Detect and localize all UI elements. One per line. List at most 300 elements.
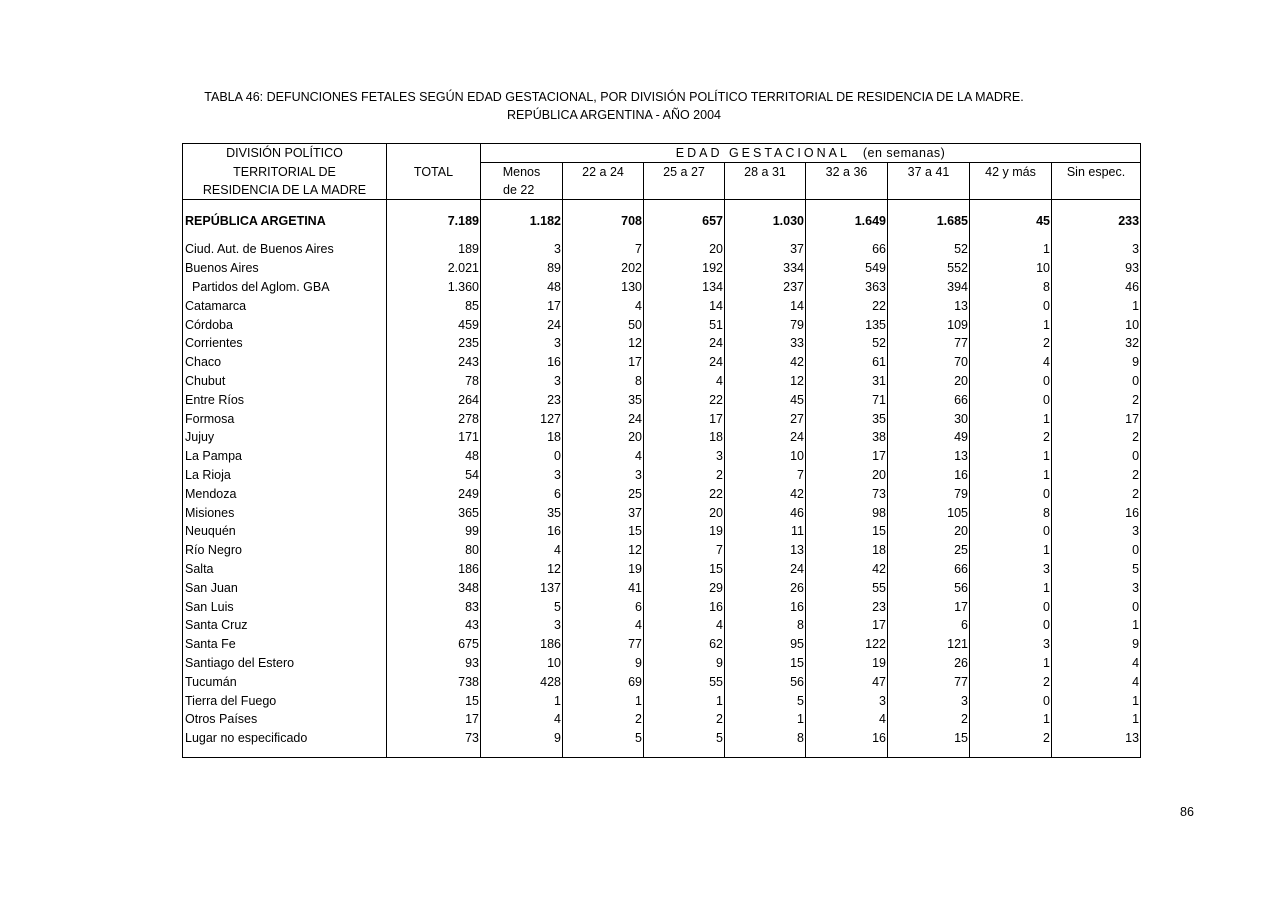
- row-value: 17: [806, 616, 888, 635]
- row-name: Chaco: [185, 355, 222, 370]
- row-value: 16: [481, 522, 563, 541]
- spacer-cell: [481, 200, 563, 211]
- row-value: 15: [563, 522, 644, 541]
- row-value: 18: [644, 428, 725, 447]
- row-name: Mendoza: [185, 486, 237, 501]
- row-name: San Juan: [185, 580, 238, 595]
- table-row: [183, 259, 1141, 278]
- row-value: 20: [888, 372, 970, 391]
- table-row: [183, 691, 1141, 710]
- row-name: La Pampa: [185, 449, 242, 464]
- row-value: 10: [481, 654, 563, 673]
- header-division-line2: TERRITORIAL DE: [233, 164, 336, 179]
- row-name: Salta: [185, 561, 214, 576]
- spacer-cell: [970, 200, 1052, 211]
- row-value: 99: [387, 522, 481, 541]
- row-name: Ciud. Aut. de Buenos Aires: [185, 242, 334, 257]
- row-value: 4: [806, 710, 888, 729]
- row-value: 1: [563, 691, 644, 710]
- row-value: 0: [1052, 541, 1141, 560]
- row-value: 19: [563, 560, 644, 579]
- spacer-cell: [563, 232, 644, 240]
- row-value: 0: [970, 691, 1052, 710]
- row-value: 1: [725, 710, 806, 729]
- row-name: Jujuy: [185, 430, 215, 445]
- row-value: 24: [725, 560, 806, 579]
- row-value: 13: [725, 541, 806, 560]
- row-value: 1: [970, 710, 1052, 729]
- row-value: 50: [563, 315, 644, 334]
- row-value: 71: [806, 390, 888, 409]
- row-value: 552: [888, 259, 970, 278]
- row-value: 4: [563, 296, 644, 315]
- row-value: 73: [387, 729, 481, 748]
- row-value: 0: [481, 447, 563, 466]
- spacer-cell: [970, 232, 1052, 240]
- row-value: 77: [563, 635, 644, 654]
- row-value: 38: [806, 428, 888, 447]
- row-value: 9: [1052, 635, 1141, 654]
- spacer-cell: [387, 200, 481, 211]
- row-value: 233: [1052, 210, 1141, 232]
- row-value: 9: [563, 654, 644, 673]
- row-value: 122: [806, 635, 888, 654]
- row-value: 9: [644, 654, 725, 673]
- table-row: [183, 522, 1141, 541]
- row-value: 89: [481, 259, 563, 278]
- row-value: 30: [888, 409, 970, 428]
- row-value: 5: [725, 691, 806, 710]
- table-row: [183, 503, 1141, 522]
- row-value: 394: [888, 278, 970, 297]
- row-value: 2: [970, 729, 1052, 748]
- row-value: 54: [387, 466, 481, 485]
- row-value: 17: [481, 296, 563, 315]
- row-name: Santa Cruz: [185, 618, 248, 633]
- row-value: 1: [970, 466, 1052, 485]
- row-value: 2: [1052, 466, 1141, 485]
- header-blank: [806, 181, 888, 200]
- row-value: 365: [387, 503, 481, 522]
- table-row: [183, 597, 1141, 616]
- row-name: Tucumán: [185, 674, 237, 689]
- total-row: [183, 210, 1141, 232]
- row-value: 4: [481, 710, 563, 729]
- row-value: 3: [644, 447, 725, 466]
- row-name: La Rioja: [185, 467, 231, 482]
- table-row: [183, 578, 1141, 597]
- row-value: 237: [725, 278, 806, 297]
- row-value: 3: [888, 691, 970, 710]
- row-value: 0: [970, 616, 1052, 635]
- row-value: 3: [970, 635, 1052, 654]
- row-value: 18: [481, 428, 563, 447]
- table-row: [183, 466, 1141, 485]
- row-name: Tierra del Fuego: [185, 693, 277, 708]
- header-blank: [725, 181, 806, 200]
- row-value: 2: [1052, 390, 1141, 409]
- row-value: 4: [644, 372, 725, 391]
- row-value: 85: [387, 296, 481, 315]
- spacer-cell: [1052, 748, 1141, 758]
- row-value: 42: [806, 560, 888, 579]
- row-value: 8: [970, 278, 1052, 297]
- row-value: 2: [1052, 428, 1141, 447]
- row-value: 66: [888, 390, 970, 409]
- row-value: 10: [725, 447, 806, 466]
- header-division-line3: RESIDENCIA DE LA MADRE: [183, 181, 387, 200]
- spacer-row: [183, 200, 1141, 211]
- row-value: 1: [481, 691, 563, 710]
- table-row: [183, 353, 1141, 372]
- row-value: 6: [481, 484, 563, 503]
- row-value: 7: [725, 466, 806, 485]
- row-value: 3: [970, 560, 1052, 579]
- row-value: 4: [563, 447, 644, 466]
- row-value: 9: [1052, 353, 1141, 372]
- row-value: 0: [970, 484, 1052, 503]
- row-value: 428: [481, 672, 563, 691]
- row-value: 8: [725, 729, 806, 748]
- row-value: 66: [888, 560, 970, 579]
- row-value: 3: [481, 240, 563, 259]
- row-value: 25: [888, 541, 970, 560]
- table-row: [183, 428, 1141, 447]
- row-name: Partidos del Aglom. GBA: [192, 279, 330, 294]
- row-name: REPÚBLICA ARGETINA: [185, 214, 326, 228]
- spacer-cell: [1052, 232, 1141, 240]
- row-value: 3: [481, 372, 563, 391]
- row-value: 4: [481, 541, 563, 560]
- row-value: 3: [806, 691, 888, 710]
- row-value: 6: [888, 616, 970, 635]
- row-value: 20: [644, 240, 725, 259]
- spacer-cell: [481, 232, 563, 240]
- row-value: 186: [387, 560, 481, 579]
- row-name: Formosa: [185, 411, 235, 426]
- table-row: [183, 710, 1141, 729]
- row-value: 12: [725, 372, 806, 391]
- row-value: 19: [644, 522, 725, 541]
- table-row: [183, 484, 1141, 503]
- row-value: 657: [644, 210, 725, 232]
- row-value: 78: [387, 372, 481, 391]
- row-value: 10: [970, 259, 1052, 278]
- row-value: 24: [563, 409, 644, 428]
- row-value: 18: [806, 541, 888, 560]
- row-value: 46: [1052, 278, 1141, 297]
- table-row: [183, 729, 1141, 748]
- header-col-sin-espec: Sin espec.: [1052, 163, 1141, 182]
- header-edad-label: EDAD GESTACIONAL: [675, 146, 850, 160]
- row-value: 11: [725, 522, 806, 541]
- row-value: 23: [806, 597, 888, 616]
- row-value: 675: [387, 635, 481, 654]
- row-value: 0: [970, 597, 1052, 616]
- row-value: 55: [644, 672, 725, 691]
- row-value: 77: [888, 334, 970, 353]
- header-row-3: [183, 181, 1141, 200]
- row-value: 24: [644, 334, 725, 353]
- row-value: 42: [725, 353, 806, 372]
- row-value: 235: [387, 334, 481, 353]
- row-value: 0: [970, 372, 1052, 391]
- header-total-blank: [387, 144, 481, 163]
- row-value: 2: [1052, 484, 1141, 503]
- row-value: 45: [970, 210, 1052, 232]
- row-value: 0: [970, 296, 1052, 315]
- row-value: 48: [387, 447, 481, 466]
- table-row: [183, 560, 1141, 579]
- row-value: 1.030: [725, 210, 806, 232]
- row-value: 708: [563, 210, 644, 232]
- row-value: 17: [387, 710, 481, 729]
- row-value: 31: [806, 372, 888, 391]
- row-value: 17: [888, 597, 970, 616]
- row-value: 17: [644, 409, 725, 428]
- row-value: 43: [387, 616, 481, 635]
- row-value: 13: [888, 296, 970, 315]
- row-value: 5: [563, 729, 644, 748]
- spacer-cell: [644, 748, 725, 758]
- spacer-row: [183, 748, 1141, 758]
- row-value: 2: [970, 428, 1052, 447]
- spacer-cell: [888, 200, 970, 211]
- spacer-cell: [644, 200, 725, 211]
- header-edad-gestacional: [481, 144, 1141, 163]
- table-row: [183, 372, 1141, 391]
- header-menos-line1: Menos: [481, 163, 563, 182]
- header-menos-line2: de 22: [481, 181, 563, 200]
- row-value: 1: [970, 447, 1052, 466]
- row-value: 52: [888, 240, 970, 259]
- row-value: 5: [481, 597, 563, 616]
- row-value: 56: [888, 578, 970, 597]
- row-value: 73: [806, 484, 888, 503]
- row-value: 16: [806, 729, 888, 748]
- spacer-cell: [183, 200, 387, 211]
- table-row: [183, 390, 1141, 409]
- table-row: [183, 409, 1141, 428]
- row-value: 15: [725, 654, 806, 673]
- spacer-cell: [888, 748, 970, 758]
- row-value: 0: [970, 522, 1052, 541]
- row-value: 24: [725, 428, 806, 447]
- row-value: 348: [387, 578, 481, 597]
- row-value: 98: [806, 503, 888, 522]
- row-value: 135: [806, 315, 888, 334]
- table-row: [183, 654, 1141, 673]
- row-value: 8: [970, 503, 1052, 522]
- row-value: 41: [563, 578, 644, 597]
- table-row: [183, 541, 1141, 560]
- row-value: 2: [888, 710, 970, 729]
- row-name: Córdoba: [185, 317, 233, 332]
- spacer-cell: [806, 748, 888, 758]
- row-value: 35: [563, 390, 644, 409]
- row-name: Misiones: [185, 505, 235, 520]
- row-value: 105: [888, 503, 970, 522]
- row-name: San Luis: [185, 599, 234, 614]
- row-value: 7.189: [387, 210, 481, 232]
- row-value: 79: [725, 315, 806, 334]
- spacer-cell: [970, 748, 1052, 758]
- row-value: 2: [563, 710, 644, 729]
- row-value: 17: [1052, 409, 1141, 428]
- row-value: 1.360: [387, 278, 481, 297]
- row-value: 363: [806, 278, 888, 297]
- header-row-2: [183, 163, 1141, 182]
- row-value: 127: [481, 409, 563, 428]
- row-value: 15: [387, 691, 481, 710]
- row-value: 20: [563, 428, 644, 447]
- header-blank: [387, 181, 481, 200]
- row-value: 0: [1052, 372, 1141, 391]
- row-value: 56: [725, 672, 806, 691]
- row-value: 130: [563, 278, 644, 297]
- row-value: 93: [1052, 259, 1141, 278]
- row-value: 0: [1052, 597, 1141, 616]
- row-value: 0: [970, 390, 1052, 409]
- row-value: 1: [644, 691, 725, 710]
- row-value: 2: [970, 334, 1052, 353]
- row-value: 121: [888, 635, 970, 654]
- row-value: 16: [725, 597, 806, 616]
- row-value: 79: [888, 484, 970, 503]
- row-value: 192: [644, 259, 725, 278]
- row-value: 61: [806, 353, 888, 372]
- row-value: 2: [644, 710, 725, 729]
- header-col-22-24: 22 a 24: [563, 163, 644, 182]
- row-value: 6: [563, 597, 644, 616]
- row-value: 4: [644, 616, 725, 635]
- row-value: 1: [970, 409, 1052, 428]
- header-col-42-mas: 42 y más: [970, 163, 1052, 182]
- row-value: 80: [387, 541, 481, 560]
- spacer-cell: [387, 748, 481, 758]
- row-value: 16: [644, 597, 725, 616]
- row-value: 13: [888, 447, 970, 466]
- row-value: 26: [888, 654, 970, 673]
- row-value: 202: [563, 259, 644, 278]
- row-value: 20: [888, 522, 970, 541]
- row-value: 134: [644, 278, 725, 297]
- row-value: 249: [387, 484, 481, 503]
- spacer-cell: [725, 200, 806, 211]
- row-value: 4: [970, 353, 1052, 372]
- row-value: 22: [644, 390, 725, 409]
- spacer-cell: [183, 748, 387, 758]
- row-value: 1.182: [481, 210, 563, 232]
- row-value: 1: [970, 315, 1052, 334]
- row-value: 7: [644, 541, 725, 560]
- row-value: 70: [888, 353, 970, 372]
- row-value: 5: [1052, 560, 1141, 579]
- row-name: Buenos Aires: [185, 261, 259, 276]
- spacer-cell: [1052, 200, 1141, 211]
- spacer-cell: [563, 748, 644, 758]
- row-value: 3: [563, 466, 644, 485]
- row-value: 32: [1052, 334, 1141, 353]
- row-name: Corrientes: [185, 336, 243, 351]
- row-value: 55: [806, 578, 888, 597]
- row-value: 189: [387, 240, 481, 259]
- row-value: 37: [725, 240, 806, 259]
- spacer-cell: [806, 200, 888, 211]
- row-value: 12: [563, 541, 644, 560]
- data-table: [182, 143, 1141, 758]
- row-value: 26: [725, 578, 806, 597]
- table-row: [183, 315, 1141, 334]
- row-name: Santa Fe: [185, 637, 236, 652]
- row-value: 17: [806, 447, 888, 466]
- row-value: 23: [481, 390, 563, 409]
- row-name: Lugar no especificado: [185, 731, 308, 746]
- row-value: 51: [644, 315, 725, 334]
- row-value: 109: [888, 315, 970, 334]
- row-value: 1: [1052, 710, 1141, 729]
- row-value: 3: [481, 466, 563, 485]
- row-value: 10: [1052, 315, 1141, 334]
- row-value: 1: [1052, 616, 1141, 635]
- row-value: 15: [888, 729, 970, 748]
- row-value: 48: [481, 278, 563, 297]
- table-subtitle: REPÚBLICA ARGENTINA - AÑO 2004: [507, 108, 721, 122]
- row-value: 35: [806, 409, 888, 428]
- row-value: 77: [888, 672, 970, 691]
- row-value: 3: [481, 616, 563, 635]
- table-row: [183, 278, 1141, 297]
- row-value: 3: [1052, 240, 1141, 259]
- header-col-37-41: 37 a 41: [888, 163, 970, 182]
- row-value: 186: [481, 635, 563, 654]
- row-value: 264: [387, 390, 481, 409]
- row-value: 1: [1052, 691, 1141, 710]
- row-value: 83: [387, 597, 481, 616]
- row-value: 20: [644, 503, 725, 522]
- spacer-cell: [725, 748, 806, 758]
- row-value: 25: [563, 484, 644, 503]
- row-value: 16: [888, 466, 970, 485]
- row-value: 37: [563, 503, 644, 522]
- table-row: [183, 334, 1141, 353]
- row-value: 1.649: [806, 210, 888, 232]
- row-value: 8: [725, 616, 806, 635]
- row-value: 17: [563, 353, 644, 372]
- row-name: Chubut: [185, 373, 226, 388]
- spacer-cell: [806, 232, 888, 240]
- row-value: 62: [644, 635, 725, 654]
- row-value: 33: [725, 334, 806, 353]
- row-value: 3: [481, 334, 563, 353]
- header-row-1: [183, 144, 1141, 163]
- row-value: 29: [644, 578, 725, 597]
- row-value: 4: [1052, 654, 1141, 673]
- row-name: Río Negro: [185, 543, 242, 558]
- row-value: 16: [481, 353, 563, 372]
- row-value: 5: [644, 729, 725, 748]
- row-value: 19: [806, 654, 888, 673]
- row-value: 4: [563, 616, 644, 635]
- spacer-cell: [481, 748, 563, 758]
- row-value: 22: [806, 296, 888, 315]
- row-value: 1: [970, 578, 1052, 597]
- table-row: [183, 635, 1141, 654]
- row-name: Catamarca: [185, 298, 247, 313]
- spacer-cell: [725, 232, 806, 240]
- row-value: 137: [481, 578, 563, 597]
- row-value: 45: [725, 390, 806, 409]
